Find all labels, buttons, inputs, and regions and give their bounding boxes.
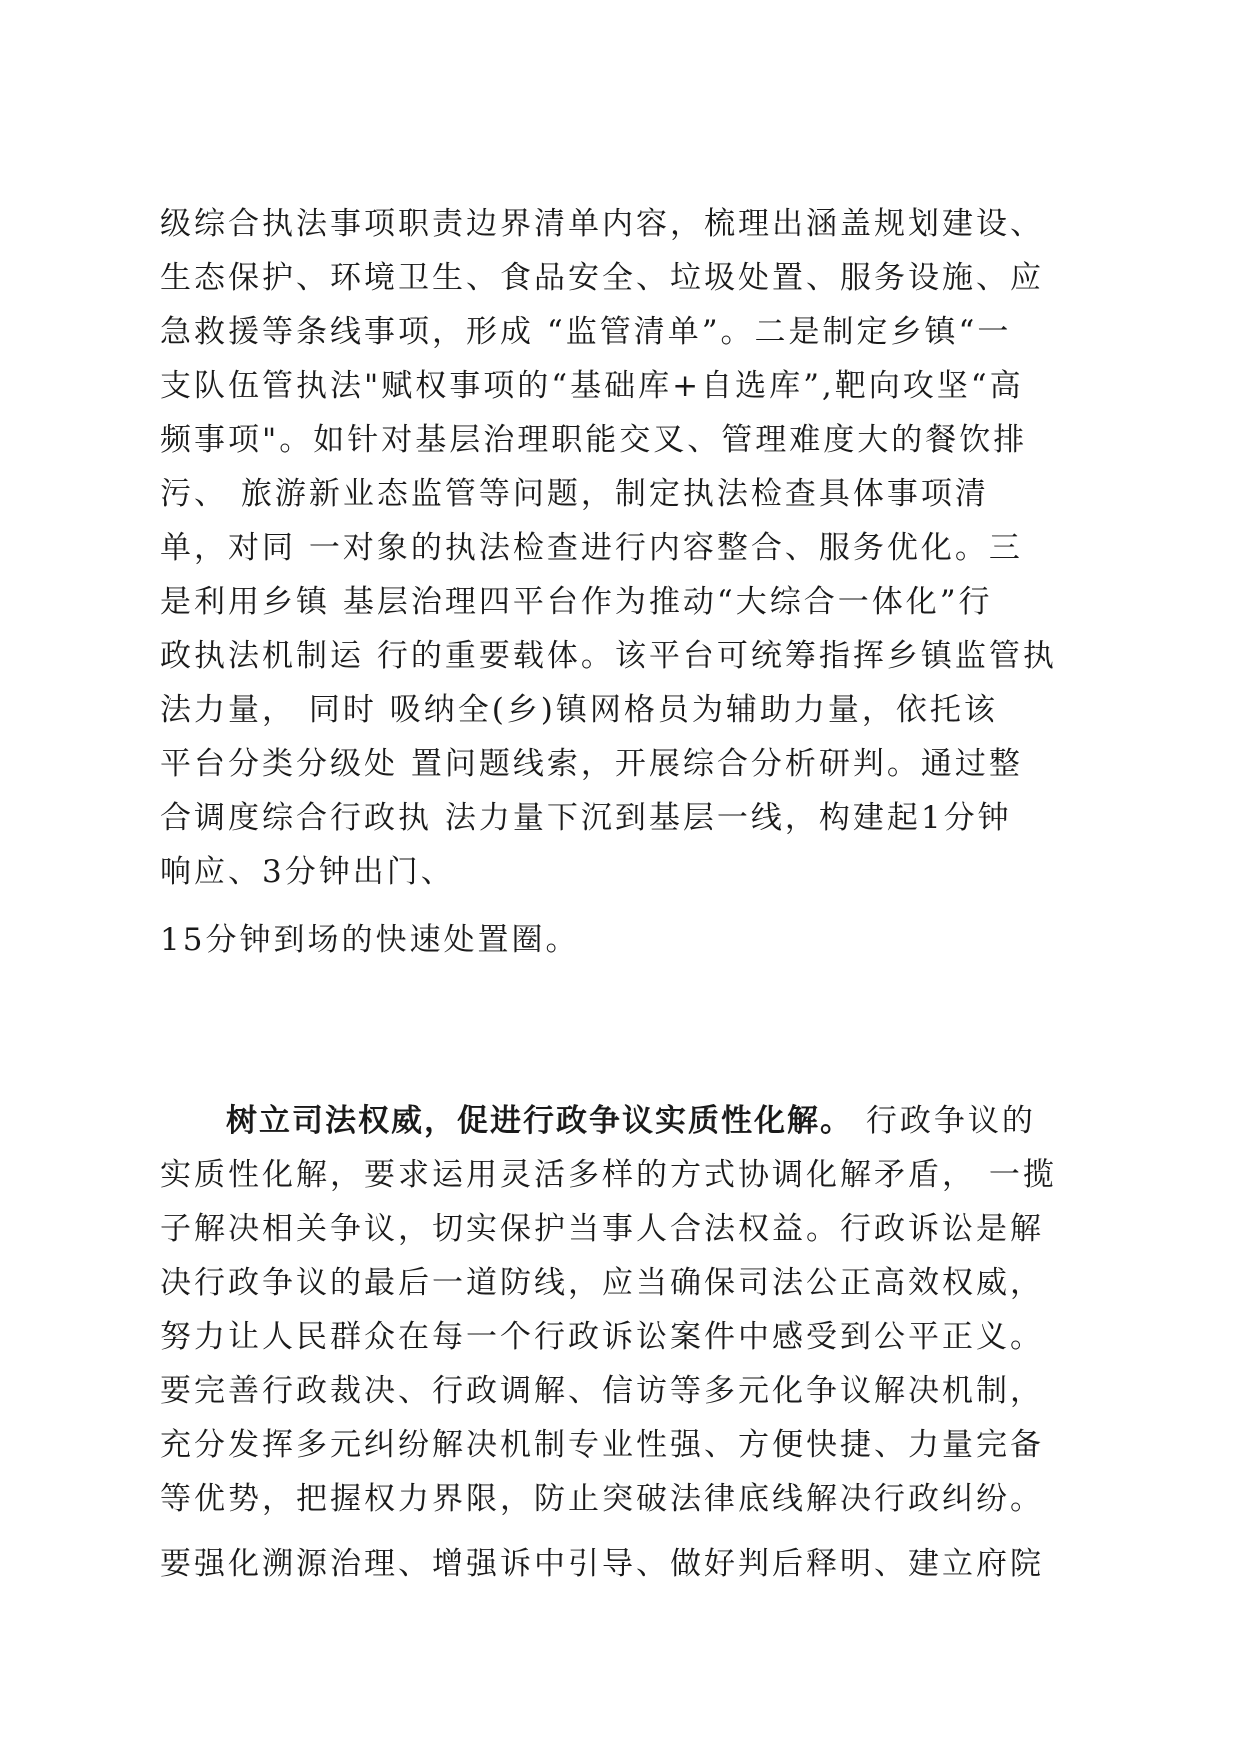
paragraph-line: 频事项"。如针对基层治理职能交叉、管理难度大的餐饮排: [160, 422, 1028, 458]
paragraph-line: 要强化溯源治理、增强诉中引导、做好判后释明、建立府院: [160, 1546, 1044, 1582]
paragraph-line: 污、 旅游新业态监管等问题，制定执法检查具体事项清: [160, 476, 989, 512]
paragraph-line: 级综合执法事项职责边界清单内容，梳理出涵盖规划建设、: [160, 206, 1044, 242]
paragraph-line: 等优势，把握权力界限，防止突破法律底线解决行政纠纷。: [160, 1481, 1044, 1517]
paragraph-line: 响应、3分钟出门、: [160, 854, 455, 890]
paragraph-line: 政执法机制运 行的重要载体。该平台可统筹指挥乡镇监管执: [160, 638, 1057, 674]
section-first-line-rest: 行政争议的: [853, 1103, 1036, 1139]
section-first-line: [226, 1099, 1080, 1143]
paragraph-line: 合调度综合行政执 法力量下沉到基层一线，构建起1分钟: [160, 800, 1012, 836]
paragraph-line: 实质性化解，要求运用灵活多样的方式协调化解矛盾， 一揽: [160, 1157, 1057, 1193]
paragraph-line: 努力让人民群众在每一个行政诉讼案件中感受到公平正义。: [160, 1319, 1044, 1355]
paragraph-line: 要完善行政裁决、行政调解、信访等多元化争议解决机制，: [160, 1373, 1044, 1409]
paragraph-line: 15分钟到场的快速处置圈。: [160, 922, 580, 958]
paragraph-line: 支队伍管执法"赋权事项的“基础库+自选库”,靶向攻坚“高: [160, 368, 1024, 404]
paragraph-line: 充分发挥多元纠纷解决机制专业性强、方便快捷、力量完备: [160, 1427, 1044, 1463]
paragraph-line: 法力量， 同时 吸纳全(乡)镇网格员为辅助力量，依托该: [160, 692, 998, 728]
paragraph-line: 平台分类分级处 置问题线索，开展综合分析研判。通过整: [160, 746, 1023, 782]
section-heading: 树立司法权威，促进行政争议实质性化解。: [226, 1103, 853, 1139]
paragraph-line: 单，对同 一对象的执法检查进行内容整合、服务优化。三: [160, 530, 1023, 566]
paragraph-line: 决行政争议的最后一道防线，应当确保司法公正高效权威，: [160, 1265, 1044, 1301]
paragraph-line: 是利用乡镇 基层治理四平台作为推动“大综合一体化”行: [160, 584, 993, 620]
paragraph-line: 生态保护、环境卫生、食品安全、垃圾处置、服务设施、应: [160, 260, 1044, 296]
paragraph-line: 急救援等条线事项，形成 “监管清单”。二是制定乡镇“一: [160, 314, 1012, 350]
paragraph-line: 子解决相关争议，切实保护当事人合法权益。行政诉讼是解: [160, 1211, 1044, 1247]
